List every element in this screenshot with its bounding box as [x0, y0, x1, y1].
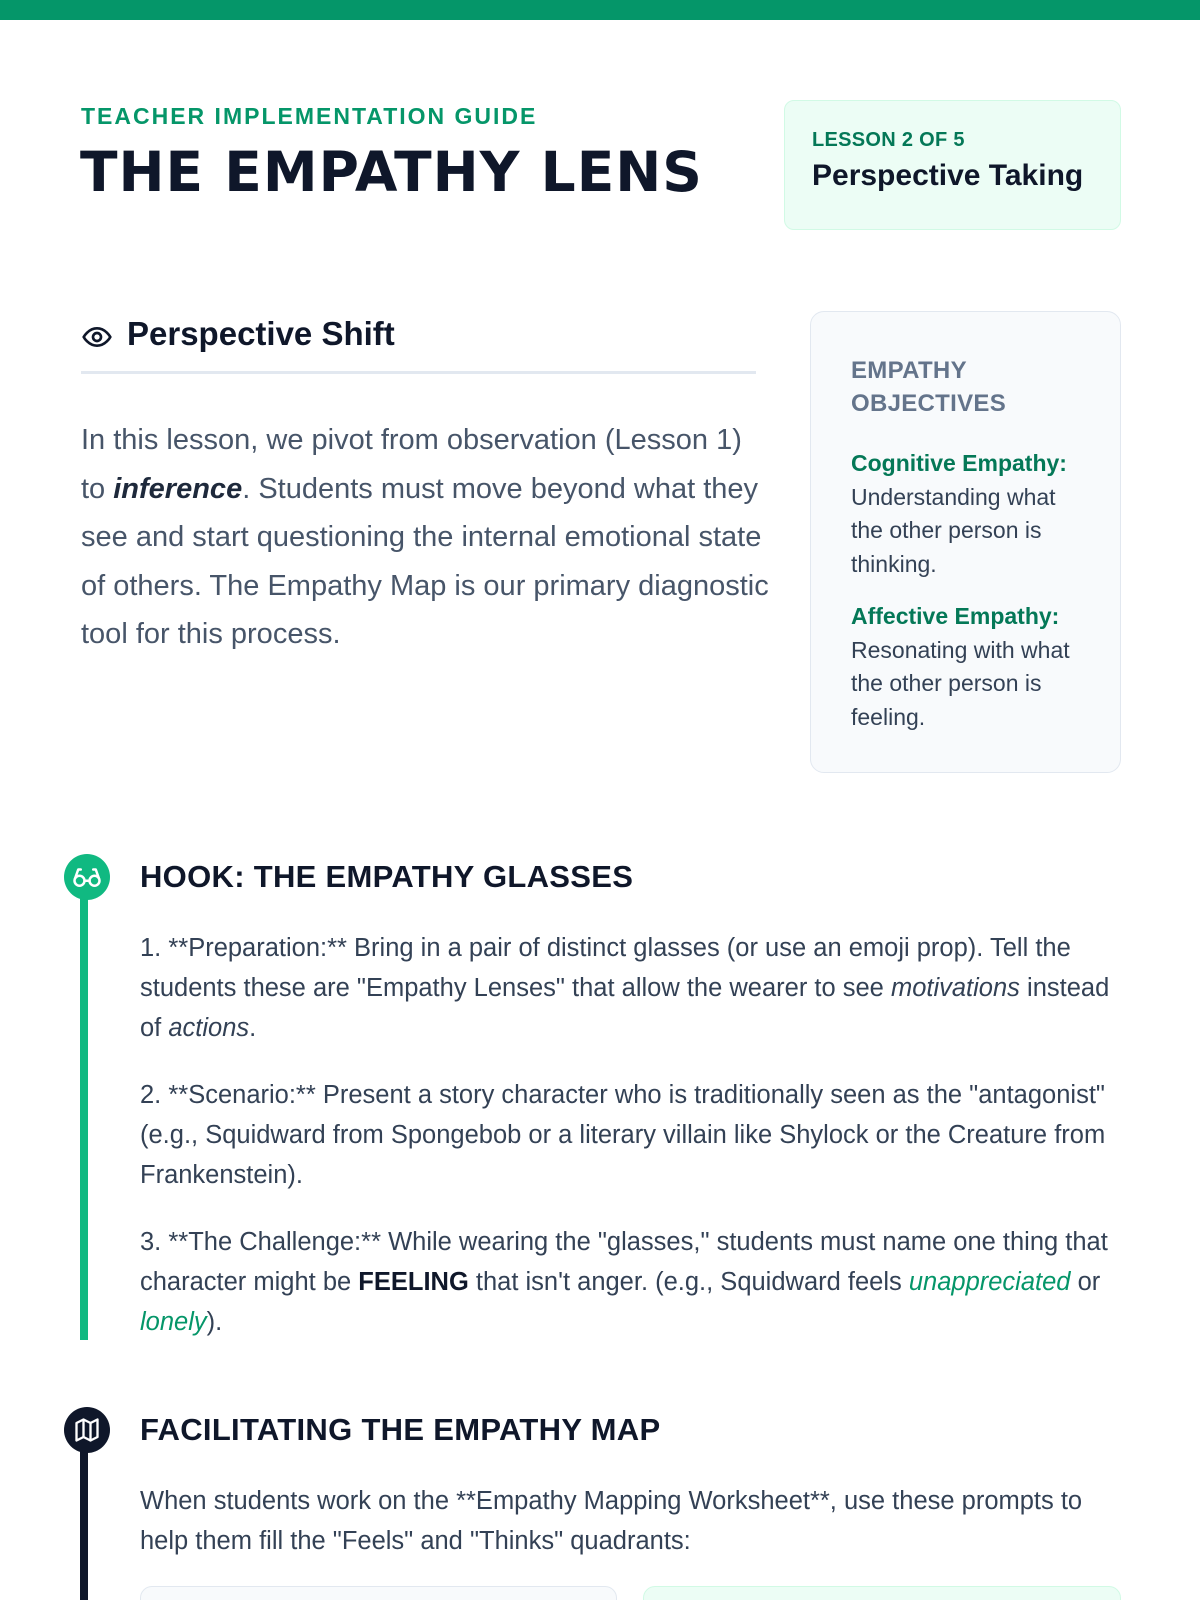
top-accent-bar — [0, 0, 1200, 20]
map-section-title: FACILITATING THE EMPATHY MAP — [140, 1412, 661, 1447]
section-title: Perspective Shift — [127, 315, 395, 352]
prompt-card-right — [643, 1586, 1121, 1600]
objective-item: Cognitive Empathy: Understanding what the other person is thinking. — [851, 450, 1067, 577]
hook-step-2: 2. **Scenario:** Present a story character who is traditionally seen as the "antagonist" (e.g., Squidward from Spongebob or a literary villain like Shylock or the Creature from Frankenstein). — [140, 1081, 1106, 1189]
prompt-card-left — [140, 1586, 617, 1600]
objectives-title: EMPATHY OBJECTIVES — [851, 357, 1007, 417]
map-intro-paragraph: When students work on the **Empathy Mapping Worksheet**, use these prompts to help them fill the "Feels" and "Thinks" quadrants: — [140, 1487, 1083, 1555]
map-icon — [64, 1407, 110, 1453]
intro-paragraph: In this lesson, we pivot from observation (Lesson 1) to inference. Students must move beyond what they see and start questioning the internal emotional state of others. The Empathy Map is our primary diagnostic tool for this process. — [81, 424, 769, 650]
hook-step-1: 1. **Preparation:** Bring in a pair of distinct glasses (or use an emoji prop). Tell the students these are "Empathy Lenses" that allow the wearer to see motivations instead of actions. — [140, 934, 1110, 1042]
inference-emphasis: inference — [113, 472, 243, 505]
lesson-name: Perspective Taking — [812, 159, 1084, 192]
page-title: THE EMPATHY LENS — [80, 140, 703, 204]
glasses-icon — [64, 854, 110, 900]
guide-eyebrow: TEACHER IMPLEMENTATION GUIDE — [81, 103, 538, 129]
hook-timeline-bar — [80, 862, 88, 1340]
eye-icon — [81, 321, 113, 353]
perspective-shift-header — [81, 312, 756, 374]
objectives-card — [810, 311, 1121, 773]
hook-step-3: 3. **The Challenge:** While wearing the "glasses," students must name one thing that character might be FEELING that isn't anger. (e.g., Squidward feels unappreciated or lonely). — [140, 1228, 1108, 1336]
lesson-number: LESSON 2 OF 5 — [812, 129, 965, 151]
lesson-badge — [784, 100, 1121, 230]
objective-item: Affective Empathy: Resonating with what the other person is feeling. — [851, 603, 1070, 730]
hook-title: HOOK: THE EMPATHY GLASSES — [140, 859, 634, 894]
